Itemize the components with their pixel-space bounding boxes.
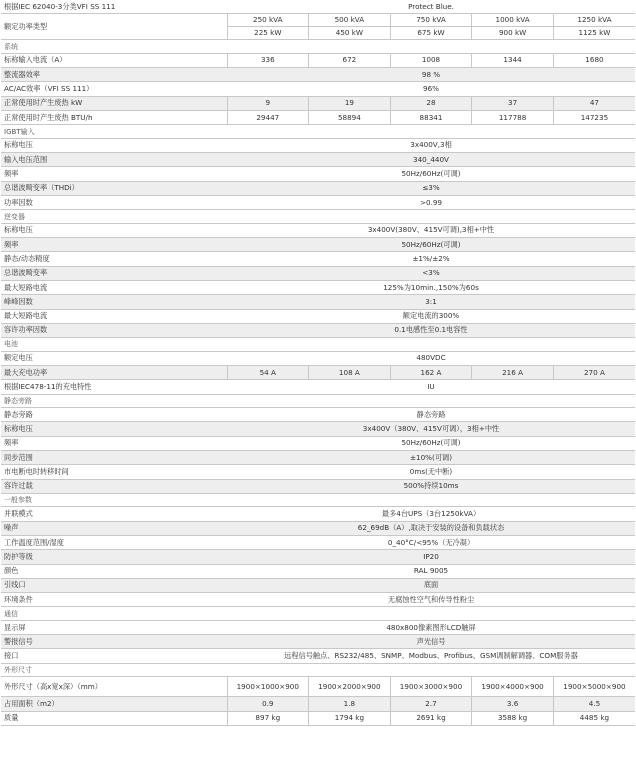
section-title: 一般参数 [1, 493, 635, 507]
spec-row [1, 238, 635, 252]
spec-row [1, 223, 635, 237]
spec-value-cell: 1900×2000×900 [309, 677, 391, 697]
spec-value: 480VDC [227, 351, 635, 365]
spec-label: 额定电压 [1, 351, 227, 365]
spec-row [1, 697, 635, 711]
spec-value: 远程信号触点、RS232/485、SNMP、Modbus、Profibus、GSM调制解调器、COM服务器 [227, 649, 635, 663]
spec-row [1, 635, 635, 649]
section-header [1, 210, 635, 224]
spec-value-cell: 29447 [227, 110, 309, 124]
spec-value-cell: 4485 kg [553, 711, 635, 725]
spec-label: 整流器效率 [1, 68, 227, 82]
spec-label: 频率 [1, 238, 227, 252]
spec-row [1, 195, 635, 209]
spec-value: 480x800像素图形LCD触屏 [227, 620, 635, 634]
product-name: Protect Blue. [227, 0, 635, 14]
kva-cell: 1250 kVA [553, 14, 635, 27]
spec-value: 3x400V（380V、415V可调），3相+中性 [227, 422, 635, 436]
spec-label: 标称输入电流（A） [1, 53, 227, 67]
header-title-row [1, 0, 635, 14]
spec-value-cell: 1900×4000×900 [472, 677, 554, 697]
kva-cell: 1000 kVA [472, 14, 554, 27]
spec-value-cell: 1.8 [309, 697, 391, 711]
spec-label: 外形尺寸（高x宽x深）（mm） [1, 677, 227, 697]
spec-value: ±1%/±2% [227, 252, 635, 266]
spec-value-cell: 28 [390, 96, 472, 110]
spec-value-cell: 147235 [553, 110, 635, 124]
spec-value: 50Hz/60Hz(可调) [227, 167, 635, 181]
spec-value: 125%为10min.,150%为60s [227, 280, 635, 294]
spec-label: 占用面积（m2） [1, 697, 227, 711]
section-title: 电池 [1, 338, 635, 352]
spec-label: 标称电压 [1, 422, 227, 436]
spec-value: 3:1 [227, 295, 635, 309]
spec-label: 静态旁路 [1, 408, 227, 422]
spec-label: 标称电压 [1, 223, 227, 237]
section-title: 外形尺寸 [1, 663, 635, 677]
spec-label: 并联模式 [1, 507, 227, 521]
spec-label: 正常使用时产生废热 kW [1, 96, 227, 110]
kw-cell: 675 kW [390, 27, 472, 40]
spec-value: 96% [227, 82, 635, 96]
spec-row [1, 82, 635, 96]
spec-row [1, 138, 635, 152]
spec-table-body [1, 0, 635, 725]
section-header [1, 607, 635, 621]
spec-value: 500%持续10ms [227, 479, 635, 493]
spec-label: 警报信号 [1, 635, 227, 649]
spec-value: <3% [227, 266, 635, 280]
spec-label: 总谐波畸变率 [1, 266, 227, 280]
spec-label: 同步范围 [1, 450, 227, 464]
header-kva-row [1, 14, 635, 27]
spec-row [1, 620, 635, 634]
spec-label: 标称电压 [1, 138, 227, 152]
spec-value-cell: 162 A [390, 365, 472, 379]
classification-label: 根据IEC 62040-3分类VFI SS 111 [1, 0, 227, 14]
section-header [1, 40, 635, 54]
spec-row [1, 578, 635, 592]
spec-row [1, 507, 635, 521]
spec-table [1, 0, 635, 726]
spec-row [1, 280, 635, 294]
spec-value-cell: 1008 [390, 53, 472, 67]
spec-row [1, 521, 635, 535]
spec-value: 62_69dB（A）,取决于安装的设备和负载状态 [227, 521, 635, 535]
section-title: 通信 [1, 607, 635, 621]
spec-row [1, 479, 635, 493]
spec-label: 功率因数 [1, 195, 227, 209]
spec-row [1, 110, 635, 124]
power-type-label: 额定功率类型 [1, 14, 227, 40]
spec-label: 噪声 [1, 521, 227, 535]
spec-value-cell: 108 A [309, 365, 391, 379]
spec-value: >0.99 [227, 195, 635, 209]
spec-label: 正常使用时产生废热 BTU/h [1, 110, 227, 124]
spec-value-cell: 1900×5000×900 [553, 677, 635, 697]
spec-row [1, 53, 635, 67]
spec-label: 工作温度范围/湿度 [1, 535, 227, 549]
spec-label: 静态/动态精度 [1, 252, 227, 266]
spec-value: 50Hz/60Hz(可调) [227, 238, 635, 252]
spec-value-cell: 2691 kg [390, 711, 472, 725]
spec-value: 0ms(无中断) [227, 465, 635, 479]
spec-value-cell: 117788 [472, 110, 554, 124]
spec-value-cell: 336 [227, 53, 309, 67]
spec-value-cell: 1344 [472, 53, 554, 67]
spec-row [1, 436, 635, 450]
spec-label: 颜色 [1, 564, 227, 578]
spec-value-cell: 897 kg [227, 711, 309, 725]
spec-label: 最大短路电流 [1, 280, 227, 294]
spec-value: 静态旁路 [227, 408, 635, 422]
section-title: 静态旁路 [1, 394, 635, 408]
spec-value-cell: 0.9 [227, 697, 309, 711]
section-header [1, 663, 635, 677]
spec-label: 峰峰因数 [1, 295, 227, 309]
spec-row [1, 564, 635, 578]
spec-value: IU [227, 380, 635, 394]
spec-label: 总谐波畸变率（THDi） [1, 181, 227, 195]
spec-value-cell: 4.5 [553, 697, 635, 711]
spec-label: 容许过载 [1, 479, 227, 493]
spec-label: 环境条件 [1, 593, 227, 607]
spec-value: 98 % [227, 68, 635, 82]
spec-row [1, 535, 635, 549]
spec-label: AC/AC效率（VFI SS 111） [1, 82, 227, 96]
kva-cell: 250 kVA [227, 14, 309, 27]
spec-row [1, 365, 635, 379]
spec-row [1, 380, 635, 394]
spec-value-cell: 3.6 [472, 697, 554, 711]
spec-label: 质量 [1, 711, 227, 725]
spec-label: 市电断电时转移时间 [1, 465, 227, 479]
spec-label: 接口 [1, 649, 227, 663]
spec-label: 输入电压范围 [1, 153, 227, 167]
spec-row [1, 266, 635, 280]
spec-value: 50Hz/60Hz(可调) [227, 436, 635, 450]
spec-value: 0.1电感性至0.1电容性 [227, 323, 635, 337]
spec-value-cell: 9 [227, 96, 309, 110]
section-header [1, 394, 635, 408]
spec-label: 引线口 [1, 578, 227, 592]
spec-row [1, 422, 635, 436]
spec-value: ≤3% [227, 181, 635, 195]
spec-label: 显示屏 [1, 620, 227, 634]
spec-value-cell: 1680 [553, 53, 635, 67]
kw-cell: 225 kW [227, 27, 309, 40]
spec-value-cell: 47 [553, 96, 635, 110]
spec-row [1, 677, 635, 697]
spec-value-cell: 54 A [227, 365, 309, 379]
spec-value-cell: 19 [309, 96, 391, 110]
spec-value: 底面 [227, 578, 635, 592]
spec-value-cell: 58894 [309, 110, 391, 124]
spec-value: 3x400V,3相 [227, 138, 635, 152]
kw-cell: 450 kW [309, 27, 391, 40]
spec-label: 频率 [1, 167, 227, 181]
spec-label: 防护等级 [1, 550, 227, 564]
spec-value-cell: 3588 kg [472, 711, 554, 725]
spec-value: 340_440V [227, 153, 635, 167]
spec-label: 根据IEC478-11的充电特性 [1, 380, 227, 394]
spec-value-cell: 1900×1000×900 [227, 677, 309, 697]
spec-label: 频率 [1, 436, 227, 450]
spec-value-cell: 1794 kg [309, 711, 391, 725]
kw-cell: 900 kW [472, 27, 554, 40]
spec-row [1, 593, 635, 607]
section-header [1, 338, 635, 352]
spec-value-cell: 672 [309, 53, 391, 67]
spec-row [1, 450, 635, 464]
spec-row [1, 408, 635, 422]
spec-value: IP20 [227, 550, 635, 564]
spec-value: 额定电流的300% [227, 309, 635, 323]
section-header [1, 125, 635, 139]
spec-value: RAL 9005 [227, 564, 635, 578]
spec-row [1, 153, 635, 167]
spec-row [1, 323, 635, 337]
spec-row [1, 351, 635, 365]
spec-row [1, 649, 635, 663]
spec-value: 3x400V(380V、415V可调),3相+中性 [227, 223, 635, 237]
spec-row [1, 711, 635, 725]
spec-value: 0_40°C/<95%（无冷凝） [227, 535, 635, 549]
spec-row [1, 181, 635, 195]
spec-row [1, 550, 635, 564]
spec-label: 最大充电功率 [1, 365, 227, 379]
spec-value: 最多4台UPS（3台1250kVA） [227, 507, 635, 521]
spec-value: 声光信号 [227, 635, 635, 649]
spec-value: 无腐蚀性空气和传导性粉尘 [227, 593, 635, 607]
section-title: 系统 [1, 40, 635, 54]
spec-label: 最大短路电流 [1, 309, 227, 323]
spec-value-cell: 2.7 [390, 697, 472, 711]
spec-value-cell: 216 A [472, 365, 554, 379]
spec-value: ±10%(可调) [227, 450, 635, 464]
kva-cell: 500 kVA [309, 14, 391, 27]
spec-row [1, 96, 635, 110]
spec-value-cell: 270 A [553, 365, 635, 379]
spec-value-cell: 1900×3000×900 [390, 677, 472, 697]
spec-row [1, 295, 635, 309]
spec-value-cell: 88341 [390, 110, 472, 124]
section-title: IGBT输入 [1, 125, 635, 139]
spec-label: 容许功率因数 [1, 323, 227, 337]
section-title: 逆变器 [1, 210, 635, 224]
kva-cell: 750 kVA [390, 14, 472, 27]
spec-row [1, 465, 635, 479]
section-header [1, 493, 635, 507]
spec-row [1, 309, 635, 323]
spec-value-cell: 37 [472, 96, 554, 110]
spec-row [1, 68, 635, 82]
spec-row [1, 167, 635, 181]
spec-row [1, 252, 635, 266]
kw-cell: 1125 kW [553, 27, 635, 40]
